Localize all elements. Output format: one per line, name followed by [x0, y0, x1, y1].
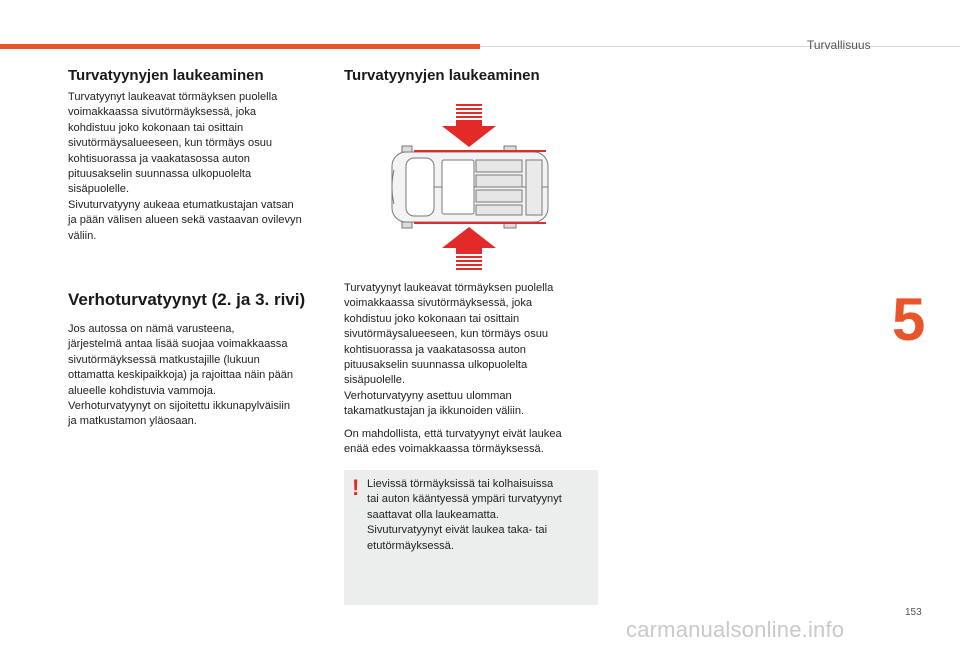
right-heading-deployment: Turvatyynyjen laukeaminen: [344, 67, 540, 84]
impact-arrow-top: [442, 104, 496, 147]
heading-curtain-airbags: Verhoturvatyynyt (2. ja 3. rivi): [68, 290, 306, 309]
watermark: carmanualsonline.info: [626, 617, 845, 642]
warning-icon: !: [352, 475, 360, 500]
header-accent-bar: [0, 44, 480, 49]
side-impact-diagram: [384, 100, 554, 275]
vehicle-top-view: [392, 146, 548, 228]
page-number: 153: [905, 607, 922, 618]
left-paragraph-deployment: Turvatyynyt laukeavat törmäyksen puolella voimakkaassa sivutörmäyksessä, joka kohdistuu joko kokonaan tai osittain sivutörmäysalueeseen, kun törmäys osuu kohtisuorassa ja vaakatasossa auton pituusakselin suunnassa ulkopuolelta sisäpuolelle. Sivuturvatyyny aukeaa etumatkustajan vatsan ja pään välisen alueen sekä vastaavan ovilevyn väliin.: [68, 91, 302, 242]
chapter-number: 5: [892, 286, 926, 353]
header-rule: [480, 46, 960, 47]
right-paragraph-deployment: Turvatyynyt laukeavat törmäyksen puolella voimakkaassa sivutörmäyksessä, joka kohdistuu joko kokonaan tai osittain sivutörmäysalueeseen, kun törmäys osuu kohtisuorassa ja vaakatasossa auton pituusakselin suunnassa ulkopuolelta sisäpuolelle. Verhoturvatyyny asettuu ulomman takamatkustajan ja ikkunoiden väliin.: [344, 282, 554, 418]
left-heading-deployment: Turvatyynyjen laukeaminen: [68, 67, 264, 84]
section-title: Turvallisuus: [807, 38, 871, 52]
warning-text: Lievissä törmäyksissä tai kolhaisuissa tai auton kääntyessä ympäri turvatyynyt saattavat olla laukeamatta. Sivuturvatyynyt eivät laukea taka- tai etutörmäyksessä.: [367, 478, 562, 552]
impact-arrow-bottom: [442, 227, 496, 270]
left-paragraph-curtain: Jos autossa on nämä varusteena, järjestelmä antaa lisää suojaa voimakkaassa sivutörmäyksessä matkustajille (lukuun ottamatta keskipaikkoja) ja rajoittaa näin pään alueelle kohdistuvia vammoja. Verhoturvatyynyt on sijoitettu ikkunapylväisiin ja matkustamon yläosaan.: [68, 323, 294, 428]
warning-box: [344, 470, 598, 605]
right-paragraph-no-deploy: On mahdollista, että turvatyynyt eivät laukea enää edes voimakkaassa törmäyksessä.: [344, 428, 562, 456]
